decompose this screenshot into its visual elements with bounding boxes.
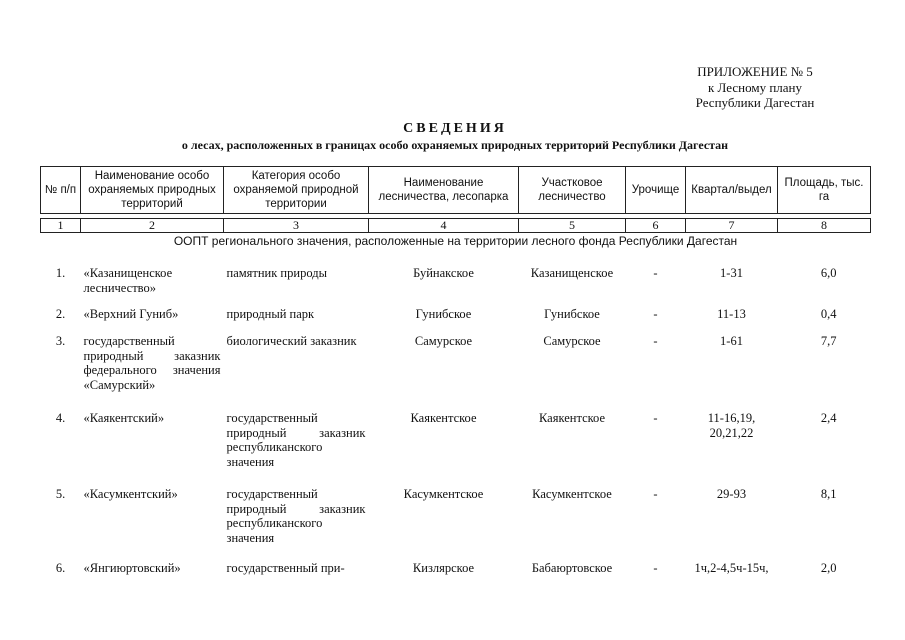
area-value: 8,1 [820, 487, 837, 501]
forestry: Гунибское [415, 307, 472, 321]
forestry: Касумкентское [403, 487, 484, 501]
area-name: «Казанищенское лесничество» [83, 266, 173, 295]
district-forestry: Касумкентское [532, 487, 612, 501]
district-forestry: Гунибское [544, 307, 600, 321]
area-name: «Каякентский» [83, 411, 165, 425]
area-name: «Верхний Гуниб» [83, 307, 179, 321]
table-row [41, 477, 871, 551]
header-tract: Урочище [626, 167, 686, 214]
header-district-forestry: Участковое лесничество [519, 167, 626, 214]
header-area-category: Категория особо охраняемой природной территории [224, 167, 369, 214]
district-forestry: Бабаюртовское [531, 561, 613, 575]
forestry: Буйнакское [413, 266, 474, 280]
table-row [41, 401, 871, 477]
area-name: «Касумкентский» [83, 487, 178, 501]
area-category: биологический заказник [226, 334, 357, 348]
area-value: 6,0 [820, 266, 837, 280]
table-header-row [41, 167, 871, 214]
district-forestry: Каякентское [538, 411, 606, 425]
header-area: Площадь, тыс. га [778, 167, 871, 214]
column-number: 8 [778, 219, 871, 233]
section-title: ООПТ регионального значения, расположенные на территории лесного фонда Республики Дагестан [173, 234, 738, 248]
table-row [41, 325, 871, 401]
quarter: 11-16,19, 20,21,22 [707, 411, 756, 440]
appendix-region: Республики Дагестан [695, 95, 815, 110]
forestry: Кизлярское [412, 561, 475, 575]
header-area-name: Наименование особо охраняемых природных территорий [81, 167, 224, 214]
row-number: 3. [55, 334, 66, 348]
document-title: СВЕДЕНИЯ [403, 121, 507, 136]
column-number: 3 [224, 219, 369, 233]
column-number-row [41, 219, 871, 233]
tract: - [653, 334, 658, 348]
appendix-reference: к Лесному плану [707, 79, 802, 95]
column-number: 1 [41, 219, 81, 233]
area-category: памятник природы [226, 266, 327, 280]
section-row [41, 233, 871, 249]
table-row [41, 295, 871, 325]
header-forestry: Наименование лесничества, лесопарка [369, 167, 519, 214]
quarter: 11-13 [717, 307, 746, 321]
row-number: 6. [55, 561, 66, 575]
table-row [41, 248, 871, 295]
tract: - [653, 307, 658, 321]
column-number: 5 [519, 219, 626, 233]
appendix-number: ПРИЛОЖЕНИЕ № 5 [697, 64, 813, 79]
district-forestry: Самурское [543, 334, 601, 348]
area-name: государственный природный заказник федерального значения «Самурский» [83, 334, 221, 392]
document-subtitle: о лесах, расположенных в границах особо охраняемых природных территорий Республики Дагестан [181, 138, 729, 152]
column-number: 2 [81, 219, 224, 233]
header-quarter: Квартал/выдел [686, 167, 778, 214]
area-category: природный парк [226, 307, 315, 321]
column-number: 6 [626, 219, 686, 233]
tract: - [653, 266, 658, 280]
district-forestry: Казанищенское [530, 266, 614, 280]
tract: - [653, 487, 658, 501]
row-number: 1. [55, 266, 66, 280]
table-row [41, 551, 871, 581]
area-value: 2,4 [820, 411, 837, 425]
area-value: 7,7 [820, 334, 837, 348]
area-category: государственный при- [226, 561, 345, 575]
area-value: 2,0 [820, 561, 837, 575]
row-number: 4. [55, 411, 66, 425]
quarter: 1ч,2-4,5ч-15ч, [694, 561, 769, 575]
forestry: Каякентское [410, 411, 477, 425]
area-category: государственный природный заказник республиканского значения [226, 487, 366, 545]
row-number: 2. [55, 307, 66, 321]
quarter: 29-93 [716, 487, 747, 501]
tract: - [653, 411, 658, 425]
protected-areas-table [40, 166, 871, 581]
column-number: 4 [369, 219, 519, 233]
row-number: 5. [55, 487, 66, 501]
header-number: № п/п [41, 167, 81, 214]
area-name: «Янгиюртовский» [83, 561, 181, 575]
area-category: государственный природный заказник республиканского значения [226, 411, 366, 469]
tract: - [653, 561, 658, 575]
column-number: 7 [686, 219, 778, 233]
quarter: 1-31 [720, 266, 743, 280]
appendix-note [650, 64, 860, 111]
forestry: Самурское [414, 334, 473, 348]
quarter: 1-61 [720, 334, 743, 348]
area-value: 0,4 [820, 307, 837, 321]
